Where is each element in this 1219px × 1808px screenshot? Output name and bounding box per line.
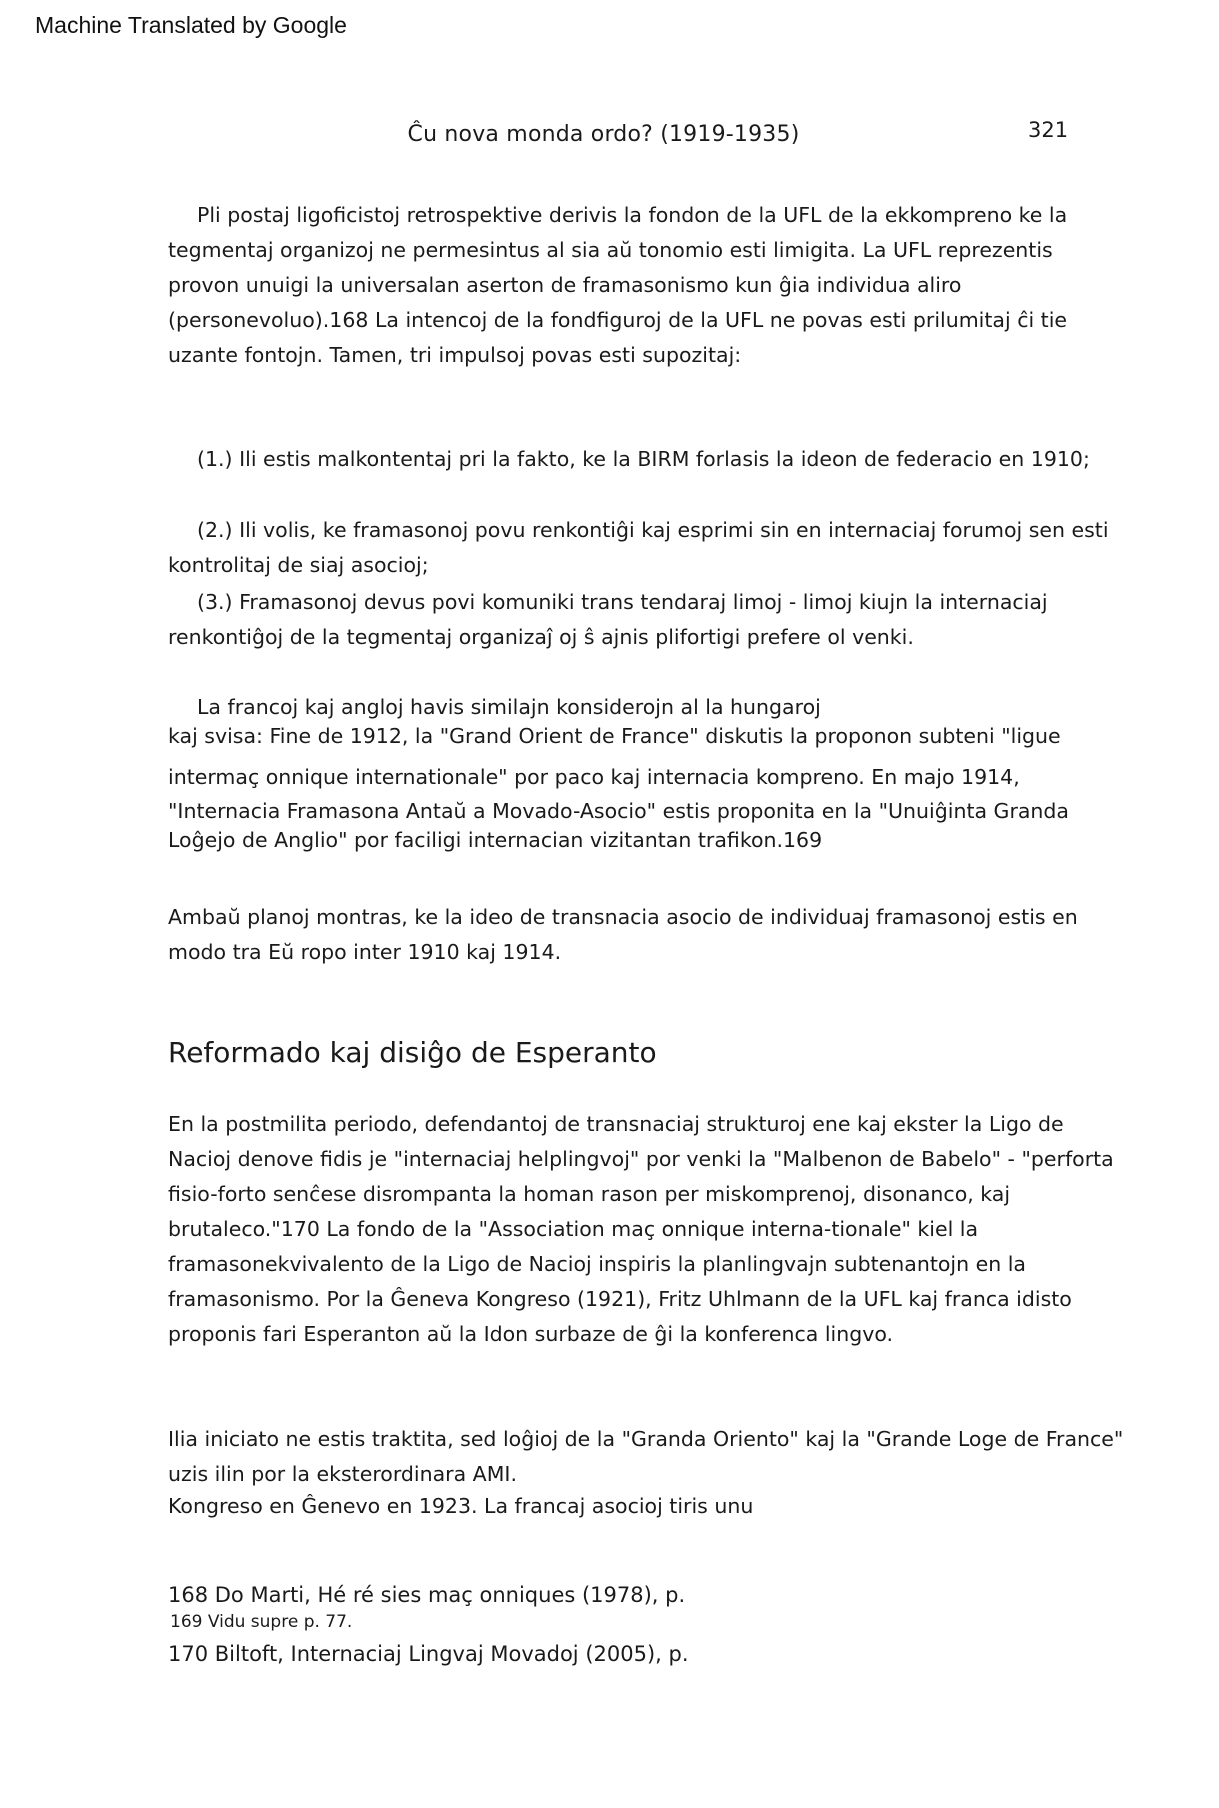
paragraph-line: tegmentaj organizoj ne permesintus al sia aŭ tonomio esti limigita. La UFL reprezentis (168, 238, 1053, 262)
paragraph-line: uzante fontojn. Tamen, tri impulsoj povas esti supozitaj: (168, 343, 742, 367)
paragraph-line: "Internacia Framasona Antaŭ a Movado-Asocio" estis proponita en la "Unuiĝinta Granda (168, 799, 1069, 823)
paragraph-line: La francoj kaj angloj havis similajn konsiderojn al la hungaroj (197, 695, 821, 719)
section-heading: Reformado kaj disiĝo de Esperanto (168, 1036, 657, 1069)
footnote-170: 170 Biltoft, Internaciaj Lingvaj Movadoj (2005), p. (168, 1642, 689, 1666)
paragraph-line: Kongreso en Ĝenevo en 1923. La francaj asocioj tiris unu (168, 1494, 754, 1518)
paragraph-line: Nacioj denove fidis je "internaciaj helplingvoj" por venki la "Malbenon de Babelo" - "perforta (168, 1147, 1114, 1171)
paragraph-line: uzis ilin por la eksterordinara AMI. (168, 1462, 517, 1486)
paragraph-line: proponis fari Esperanton aŭ la Idon surbaze de ĝi la konferenca lingvo. (168, 1322, 894, 1346)
paragraph-line: provon unuigi la universalan aserton de framasonismo kun ĝia individua aliro (168, 273, 962, 297)
paragraph-line: framasonekvivalento de la Ligo de Nacioj inspiris la planlingvajn subtenantojn en la (168, 1252, 1026, 1276)
paragraph-line: kaj svisa: Fine de 1912, la "Grand Orient de France" diskutis la proponon subteni "ligue (168, 724, 1061, 748)
list-item: renkontiĝoj de la tegmentaj organizaĵ oj ŝ ajnis plifortigi prefere ol venki. (168, 625, 914, 649)
footnote-168: 168 Do Marti, Hé ré sies maç onniques (1978), p. (168, 1583, 686, 1607)
paragraph-line: Pli postaj ligoficistoj retrospektive derivis la fondon de la UFL de la ekkompreno ke la (197, 203, 1068, 227)
list-item: kontrolitaj de siaj asocioj; (168, 553, 429, 577)
paragraph-line: intermaç onnique internationale" por paco kaj internacia kompreno. En majo 1914, (168, 765, 1020, 789)
footnote-169: 169 Vidu supre p. 77. (170, 1612, 353, 1632)
paragraph-line: framasonismo. Por la Ĝeneva Kongreso (1921), Fritz Uhlmann de la UFL kaj franca idisto (168, 1287, 1072, 1311)
paragraph-line: Ambaŭ planoj montras, ke la ideo de transnacia asocio de individuaj framasonoj estis en (168, 905, 1078, 929)
page-number: 321 (1028, 118, 1069, 142)
paragraph-line: brutaleco."170 La fondo de la "Association maç onnique interna-tionale" kiel la (168, 1217, 979, 1241)
paragraph-line: (personevoluo).168 La intencoj de la fondfiguroj de la UFL ne povas esti prilumitaj ĉi tie (168, 308, 1068, 332)
paragraph-line: Ilia iniciato ne estis traktita, sed loĝioj de la "Granda Oriento" kaj la "Grande Loge de France" (168, 1427, 1124, 1451)
list-item: (2.) Ili volis, ke framasonoj povu renkontiĝi kaj esprimi sin en internaciaj forumoj sen esti (197, 518, 1109, 542)
paragraph-line: Loĝejo de Anglio" por faciligi internacian vizitantan trafikon.169 (168, 828, 823, 852)
chapter-title: Ĉu nova monda ordo? (1919-1935) (407, 122, 800, 147)
paragraph-line: En la postmilita periodo, defendantoj de transnaciaj strukturoj ene kaj ekster la Ligo de (168, 1112, 1064, 1136)
paragraph-line: modo tra Eŭ ropo inter 1910 kaj 1914. (168, 940, 562, 964)
list-item: (3.) Framasonoj devus povi komuniki trans tendaraj limoj - limoj kiujn la internaciaj (197, 590, 1048, 614)
list-item: (1.) Ili estis malkontentaj pri la fakto, ke la BIRM forlasis la ideon de federacio en 1910; (197, 447, 1090, 471)
machine-translation-banner: Machine Translated by Google (35, 12, 347, 38)
paragraph-line: fisio-forto senĉese disrompanta la homan rason per miskomprenoj, disonanco, kaj (168, 1182, 1011, 1206)
